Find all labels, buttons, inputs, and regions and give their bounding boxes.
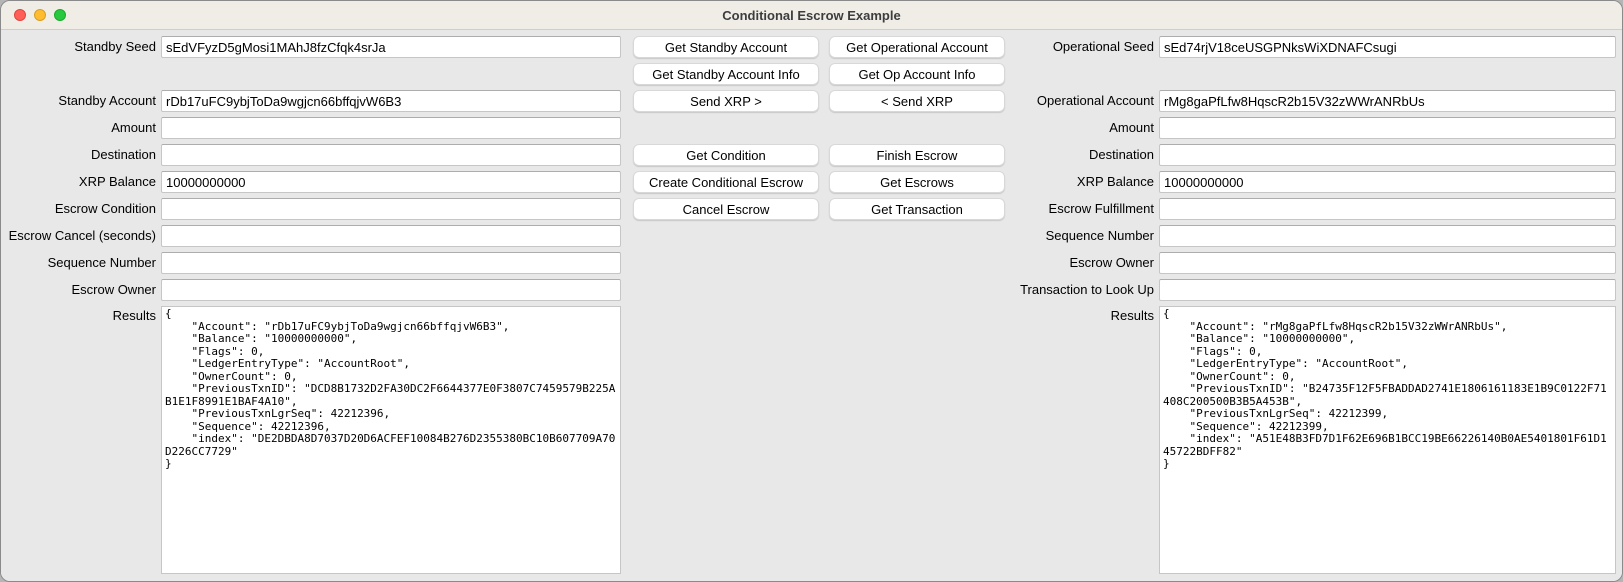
standby-amount-input[interactable]	[161, 117, 621, 139]
operational-amount-input[interactable]	[1159, 117, 1616, 139]
operational-account-input[interactable]	[1159, 90, 1616, 112]
standby-seed-label: Standby Seed	[74, 39, 156, 54]
send-xrp-to-operational-button[interactable]: Send XRP >	[633, 90, 819, 112]
standby-sequence-number-label: Sequence Number	[47, 255, 156, 270]
operational-account-label: Operational Account	[1036, 93, 1154, 108]
standby-xrp-balance-label: XRP Balance	[78, 174, 156, 189]
operational-results-label: Results	[1110, 308, 1154, 323]
cancel-escrow-button[interactable]: Cancel Escrow	[633, 198, 819, 220]
standby-sequence-number-input[interactable]	[161, 252, 621, 274]
finish-escrow-button[interactable]: Finish Escrow	[829, 144, 1005, 166]
escrow-fulfillment-input[interactable]	[1159, 198, 1616, 220]
get-op-account-info-button[interactable]: Get Op Account Info	[829, 63, 1005, 85]
escrow-fulfillment-label: Escrow Fulfillment	[1048, 201, 1154, 216]
standby-account-input[interactable]	[161, 90, 621, 112]
operational-xrp-balance-label: XRP Balance	[1076, 174, 1154, 189]
operational-destination-label: Destination	[1088, 147, 1154, 162]
standby-escrow-owner-label: Escrow Owner	[71, 282, 156, 297]
titlebar	[1, 1, 1622, 30]
traffic-lights	[14, 9, 66, 21]
get-standby-account-info-button[interactable]: Get Standby Account Info	[633, 63, 819, 85]
get-condition-button[interactable]: Get Condition	[633, 144, 819, 166]
standby-seed-input[interactable]	[161, 36, 621, 58]
operational-results-textarea[interactable]	[1159, 306, 1616, 574]
transaction-to-look-up-label: Transaction to Look Up	[1020, 282, 1154, 297]
get-standby-account-button[interactable]: Get Standby Account	[633, 36, 819, 58]
standby-escrow-owner-input[interactable]	[161, 279, 621, 301]
standby-results-textarea[interactable]	[161, 306, 621, 574]
operational-seed-input[interactable]	[1159, 36, 1616, 58]
escrow-condition-input[interactable]	[161, 198, 621, 220]
operational-seed-label: Operational Seed	[1052, 39, 1154, 54]
operational-amount-label: Amount	[1109, 120, 1154, 135]
standby-destination-label: Destination	[90, 147, 156, 162]
operational-escrow-owner-input[interactable]	[1159, 252, 1616, 274]
standby-amount-label: Amount	[111, 120, 156, 135]
standby-results-label: Results	[112, 308, 156, 323]
operational-xrp-balance-input[interactable]	[1159, 171, 1616, 193]
minimize-button[interactable]	[34, 9, 46, 21]
get-operational-account-button[interactable]: Get Operational Account	[829, 36, 1005, 58]
standby-destination-input[interactable]	[161, 144, 621, 166]
close-button[interactable]	[14, 9, 26, 21]
transaction-to-look-up-input[interactable]	[1159, 279, 1616, 301]
window-title: Conditional Escrow Example	[722, 7, 901, 23]
escrow-condition-label: Escrow Condition	[54, 201, 156, 216]
zoom-button[interactable]	[54, 9, 66, 21]
get-escrows-button[interactable]: Get Escrows	[829, 171, 1005, 193]
main-content	[1, 30, 1622, 582]
standby-account-label: Standby Account	[58, 93, 156, 108]
operational-destination-input[interactable]	[1159, 144, 1616, 166]
get-transaction-button[interactable]: Get Transaction	[829, 198, 1005, 220]
escrow-cancel-seconds-input[interactable]	[161, 225, 621, 247]
operational-escrow-owner-label: Escrow Owner	[1069, 255, 1154, 270]
standby-xrp-balance-input[interactable]	[161, 171, 621, 193]
create-conditional-escrow-button[interactable]: Create Conditional Escrow	[633, 171, 819, 193]
escrow-cancel-seconds-label: Escrow Cancel (seconds)	[8, 228, 156, 243]
operational-sequence-number-input[interactable]	[1159, 225, 1616, 247]
operational-sequence-number-label: Sequence Number	[1045, 228, 1154, 243]
send-xrp-to-standby-button[interactable]: < Send XRP	[829, 90, 1005, 112]
